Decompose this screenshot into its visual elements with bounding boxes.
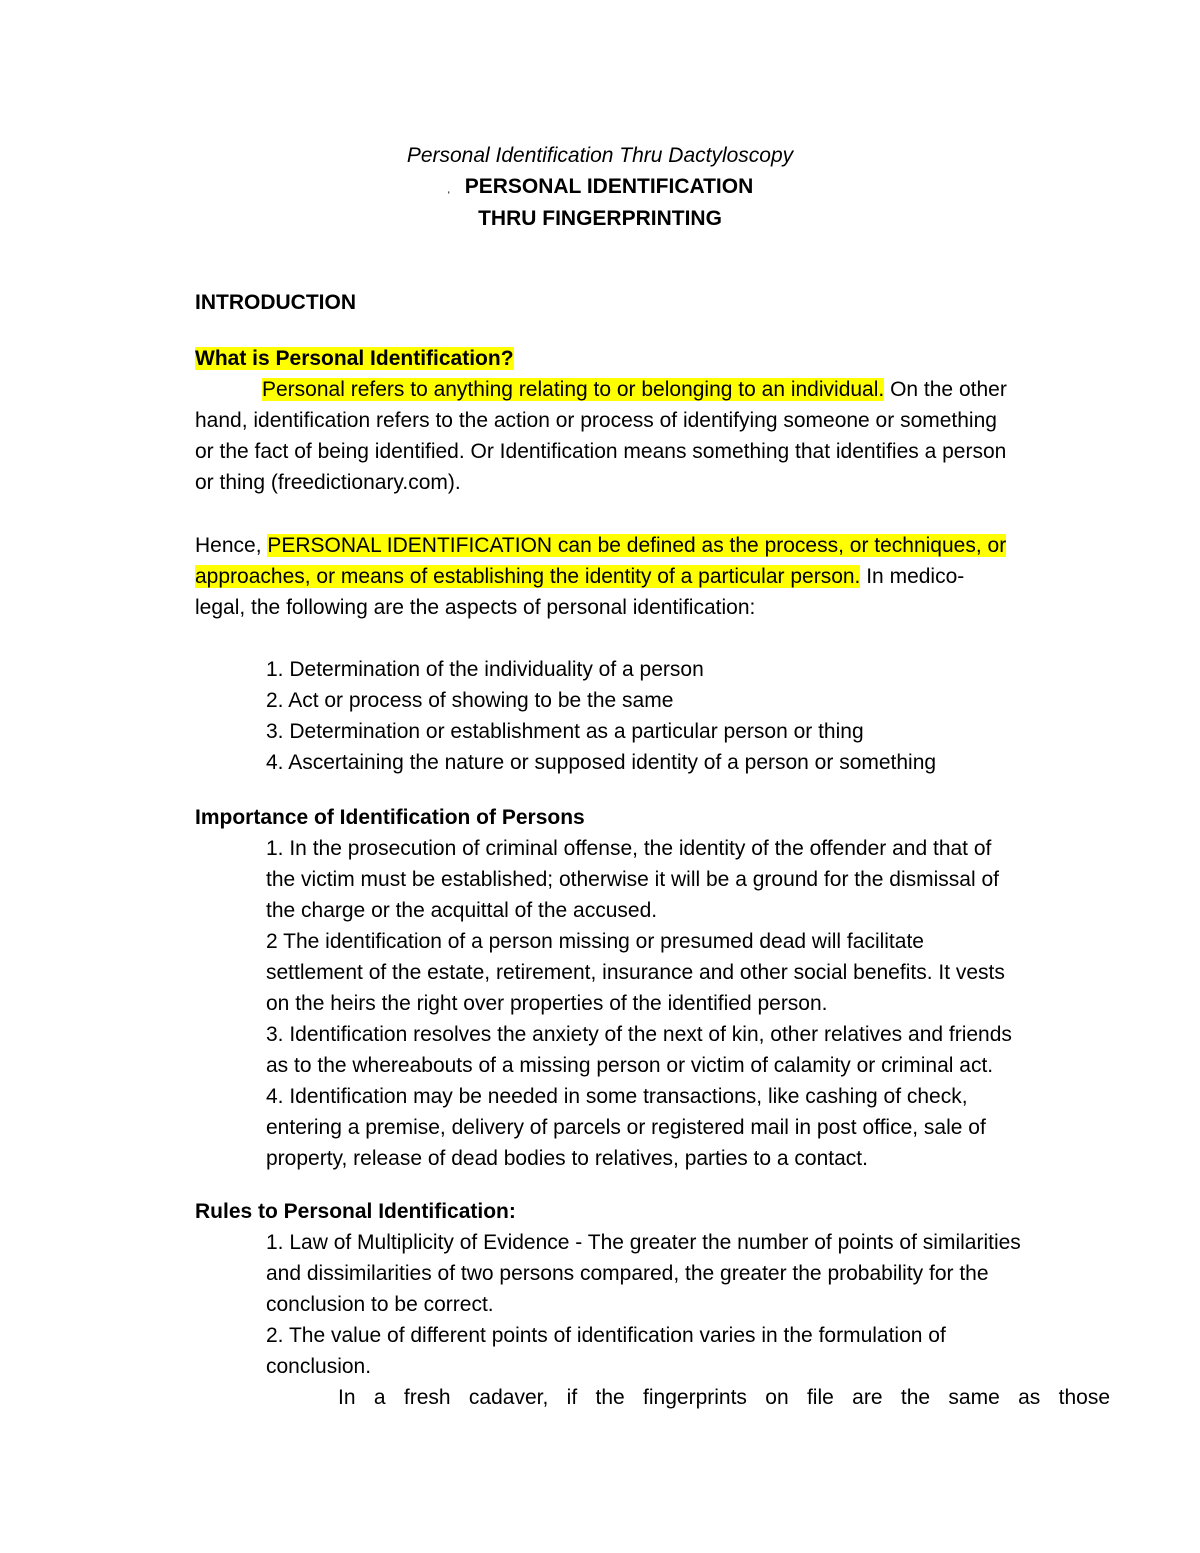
question-heading: What is Personal Identification? <box>195 347 514 370</box>
importance-line: property, release of dead bodies to relatives, parties to a contact. <box>266 1147 868 1170</box>
definition-para-line-4: or thing (freedictionary.com). <box>195 471 461 494</box>
importance-heading: Importance of Identification of Persons <box>195 806 585 829</box>
definition-para-line-3: or the fact of being identified. Or Identification means something that identifies a person <box>195 440 1007 463</box>
rules-heading: Rules to Personal Identification: <box>195 1200 516 1223</box>
importance-line: settlement of the estate, retirement, insurance and other social benefits. It vests <box>266 961 1005 984</box>
importance-line: 1. In the prosecution of criminal offense, the identity of the offender and that of <box>266 837 992 860</box>
rules-line: and dissimilarities of two persons compared, the greater the probability for the <box>266 1262 989 1285</box>
definition-para-line-1: Personal refers to anything relating to or belonging to an individual. On the other <box>262 378 1007 401</box>
hence-para-line-3: legal, the following are the aspects of personal identification: <box>195 596 756 619</box>
importance-line: 4. Identification may be needed in some transactions, like cashing of check, <box>266 1085 968 1108</box>
importance-line: entering a premise, delivery of parcels or registered mail in post office, sale of <box>266 1116 986 1139</box>
rules-line: conclusion to be correct. <box>266 1293 494 1316</box>
rules-line: 2. The value of different points of identification varies in the formulation of <box>266 1324 946 1347</box>
definition-para-line-2: hand, identification refers to the action or process of identifying someone or something <box>195 409 997 432</box>
aspect-list-item: 4. Ascertaining the nature or supposed identity of a person or something <box>266 751 937 774</box>
rules-last-line: In a fresh cadaver, if the fingerprints on file are the same as those <box>338 1386 1110 1409</box>
importance-line: as to the whereabouts of a missing person or victim of calamity or criminal act. <box>266 1054 994 1077</box>
document-title-line-2: THRU FINGERPRINTING <box>478 207 722 230</box>
hence-para-line-2: approaches, or means of establishing the identity of a particular person. In medico- <box>195 565 965 588</box>
aspect-list-item: 1. Determination of the individuality of a person <box>266 658 704 681</box>
document-title-line-1: ˌ PERSONAL IDENTIFICATION <box>446 175 754 198</box>
rules-line: 1. Law of Multiplicity of Evidence - The greater the number of points of similarities <box>266 1231 1021 1254</box>
importance-line: 3. Identification resolves the anxiety of the next of kin, other relatives and friends <box>266 1023 1012 1046</box>
document-subtitle: Personal Identification Thru Dactyloscopy <box>406 144 794 167</box>
aspect-list-item: 3. Determination or establishment as a particular person or thing <box>266 720 864 743</box>
aspect-list-item: 2. Act or process of showing to be the same <box>266 689 674 712</box>
introduction-heading: INTRODUCTION <box>195 291 356 314</box>
tick-mark-icon: ˌ <box>446 180 451 195</box>
rules-line: conclusion. <box>266 1355 372 1378</box>
importance-line: 2 The identification of a person missing or presumed dead will facilitate <box>266 930 924 953</box>
importance-line: the victim must be established; otherwise it will be a ground for the dismissal of <box>266 868 1000 891</box>
importance-line: the charge or the acquittal of the accused. <box>266 899 658 922</box>
hence-para-line-1: Hence, PERSONAL IDENTIFICATION can be defined as the process, or techniques, or <box>195 534 1007 557</box>
importance-line: on the heirs the right over properties of the identified person. <box>266 992 828 1015</box>
